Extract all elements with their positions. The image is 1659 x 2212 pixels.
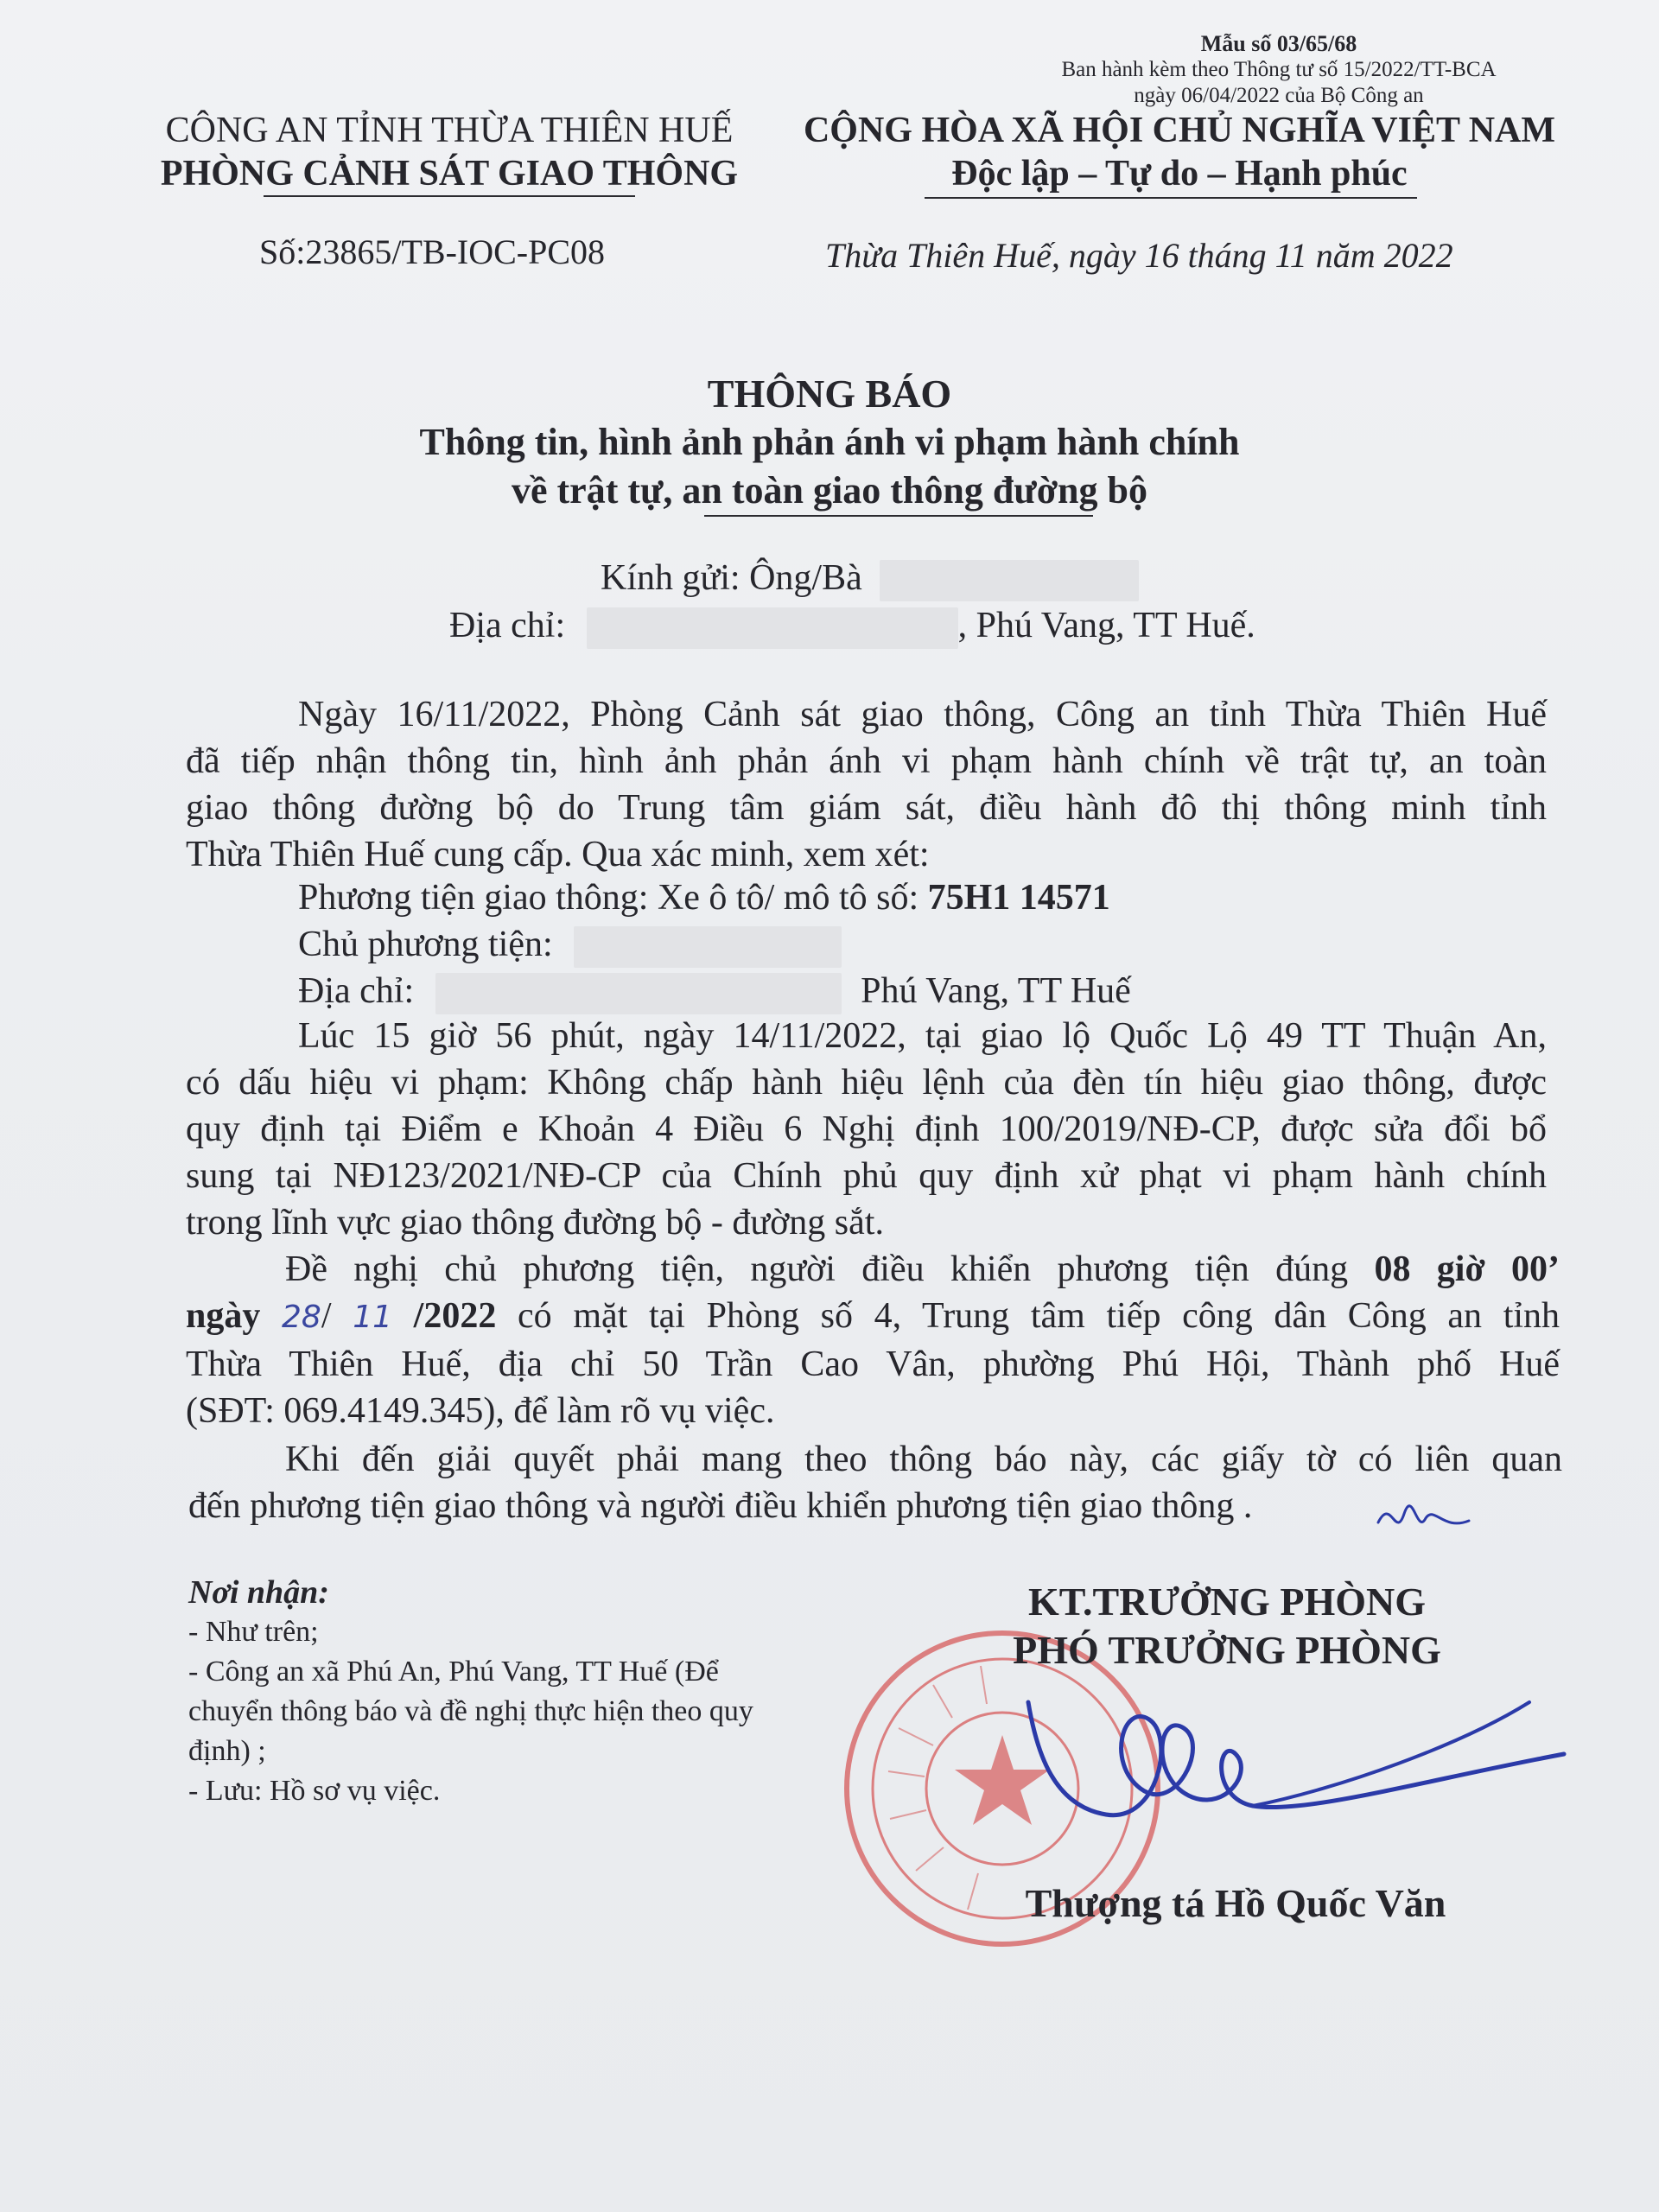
recipient-item: - Như trên; bbox=[188, 1616, 319, 1648]
issuing-agency bbox=[138, 109, 760, 195]
p3-year: /2022 bbox=[413, 1296, 497, 1336]
nation-line-1: CỘNG HÒA XÃ HỘI CHỦ NGHĨA VIỆT NAM bbox=[803, 111, 1556, 150]
address-visible: , Phú Vang, TT Huế. bbox=[957, 606, 1255, 645]
owner-address-visible: Phú Vang, TT Huế bbox=[861, 971, 1131, 1011]
p3-line-4: (SĐT: 069.4149.345), để làm rõ vụ việc. bbox=[186, 1391, 775, 1431]
owner-label: Chủ phương tiện: bbox=[298, 925, 553, 964]
redacted-name bbox=[880, 560, 1139, 601]
p3-line-2 bbox=[186, 1293, 1560, 1341]
recipient-item: - Công an xã Phú An, Phú Vang, TT Huế (Để bbox=[188, 1656, 719, 1688]
p2-line: Lúc 15 giờ 56 phút, ngày 14/11/2022, tại giao lộ Quốc Lộ 49 TT Thuận An, bbox=[298, 1016, 1547, 1056]
title-sub-1: Thông tin, hình ảnh phản ánh vi phạm hành chính bbox=[419, 421, 1240, 463]
paragraph-2 bbox=[186, 1013, 1547, 1246]
signature-title bbox=[933, 1578, 1521, 1675]
title-sub-2: về trật tự, an toàn giao thông đường bộ bbox=[511, 469, 1147, 512]
nation-underline bbox=[925, 197, 1417, 199]
owner-address-line bbox=[298, 968, 1131, 1014]
vehicle-line bbox=[298, 874, 1110, 921]
agency-line-1: CÔNG AN TỈNH THỪA THIÊN HUẾ bbox=[165, 111, 734, 150]
agency-underline bbox=[264, 195, 635, 197]
owner-address-label: Địa chỉ: bbox=[298, 971, 415, 1011]
vehicle-plate: 75H1 14571 bbox=[927, 878, 1110, 918]
national-header bbox=[778, 109, 1581, 195]
recipients-block bbox=[188, 1573, 845, 1811]
paragraph-4 bbox=[188, 1436, 1562, 1529]
redacted-owner-address bbox=[435, 973, 842, 1014]
p3-line-2-rest: có mặt tại Phòng số 4, Trung tâm tiếp công dân Công an tỉnh bbox=[518, 1296, 1560, 1336]
form-issued-date: ngày 06/04/2022 của Bộ Công an bbox=[1134, 84, 1424, 107]
sign-line-1: KT.TRƯỞNG PHÒNG bbox=[1028, 1580, 1426, 1624]
recipient-item: định) ; bbox=[188, 1735, 266, 1767]
p1-line: đã tiếp nhận thông tin, hình ảnh phản ánh vi phạm hành chính về trật tự, an toàn bbox=[186, 741, 1547, 781]
address-label: Địa chỉ: bbox=[449, 606, 566, 645]
title-main: THÔNG BÁO bbox=[707, 372, 952, 416]
handwritten-initial bbox=[1374, 1488, 1478, 1548]
sign-line-2: PHÓ TRƯỞNG PHÒNG bbox=[1013, 1628, 1441, 1672]
handwritten-month: 11 bbox=[353, 1300, 392, 1335]
title-underline bbox=[704, 515, 1093, 517]
handwritten-day: 28 bbox=[282, 1300, 321, 1335]
signer-name: Thượng tá Hồ Quốc Văn bbox=[1025, 1881, 1446, 1925]
p4-line-2: đến phương tiện giao thông và người điều khiển phương tiện giao thông . bbox=[188, 1486, 1253, 1526]
form-number: Mẫu số 03/65/68 bbox=[1200, 31, 1357, 56]
p2-line: quy định tại Điểm e Khoản 4 Điều 6 Nghị định 100/2019/NĐ-CP, được sửa đổi bổ bbox=[186, 1109, 1547, 1149]
form-header bbox=[976, 31, 1581, 109]
recipient-item: - Lưu: Hồ sơ vụ việc. bbox=[188, 1775, 441, 1807]
p3-time: 08 giờ 00’ bbox=[1374, 1249, 1560, 1289]
p1-line: Ngày 16/11/2022, Phòng Cảnh sát giao thông, Công an tỉnh Thừa Thiên Huế bbox=[298, 695, 1547, 734]
p3-request-text: Đề nghị chủ phương tiện, người điều khiển phương tiện đúng bbox=[285, 1249, 1349, 1289]
recipients-heading: Nơi nhận: bbox=[188, 1574, 329, 1611]
agency-line-2: PHÒNG CẢNH SÁT GIAO THÔNG bbox=[160, 154, 739, 194]
p1-line: Thừa Thiên Huế cung cấp. Qua xác minh, xem xét: bbox=[186, 835, 930, 874]
recipient-item: chuyển thông báo và đề nghị thực hiện theo quy bbox=[188, 1695, 753, 1727]
redacted-address bbox=[587, 607, 958, 649]
date-slash: / bbox=[321, 1296, 353, 1336]
addressee-address bbox=[449, 602, 1255, 649]
addressee-greeting bbox=[601, 555, 1139, 601]
paragraph-1 bbox=[186, 691, 1547, 878]
p4-line-1: Khi đến giải quyết phải mang theo thông báo này, các giấy tờ có liên quan bbox=[285, 1440, 1562, 1479]
p3-line-1 bbox=[186, 1246, 1560, 1293]
vehicle-label: Phương tiện giao thông: Xe ô tô/ mô tô số: bbox=[298, 878, 919, 918]
nation-line-2: Độc lập – Tự do – Hạnh phúc bbox=[951, 154, 1408, 194]
greeting-label: Kính gửi: Ông/Bà bbox=[601, 558, 862, 598]
redacted-owner bbox=[574, 926, 842, 968]
p2-line: trong lĩnh vực giao thông đường bộ - đường sắt. bbox=[186, 1203, 884, 1243]
document-title bbox=[259, 370, 1400, 515]
p1-line: giao thông đường bộ do Trung tâm giám sát, điều hành đô thị thông minh tỉnh bbox=[186, 788, 1547, 828]
document-number: Số:23865/TB-IOC-PC08 bbox=[259, 232, 606, 271]
p3-line-3: Thừa Thiên Huế, địa chỉ 50 Trần Cao Vân, phường Phú Hội, Thành phố Huế bbox=[186, 1344, 1560, 1384]
handwritten-signature bbox=[1011, 1685, 1581, 1849]
place-date: Thừa Thiên Huế, ngày 16 tháng 11 năm 2022 bbox=[825, 236, 1453, 275]
paragraph-3 bbox=[186, 1246, 1560, 1434]
form-issued-with: Ban hành kèm theo Thông tư số 15/2022/TT-BCA bbox=[1061, 58, 1497, 81]
p2-line: sung tại NĐ123/2021/NĐ-CP của Chính phủ quy định xử phạt vi phạm hành chính bbox=[186, 1156, 1547, 1196]
p2-line: có dấu hiệu vi phạm: Không chấp hành hiệu lệnh của đèn tín hiệu giao thông, được bbox=[186, 1063, 1547, 1103]
owner-line bbox=[298, 921, 842, 968]
p3-day-label: ngày bbox=[186, 1296, 261, 1336]
